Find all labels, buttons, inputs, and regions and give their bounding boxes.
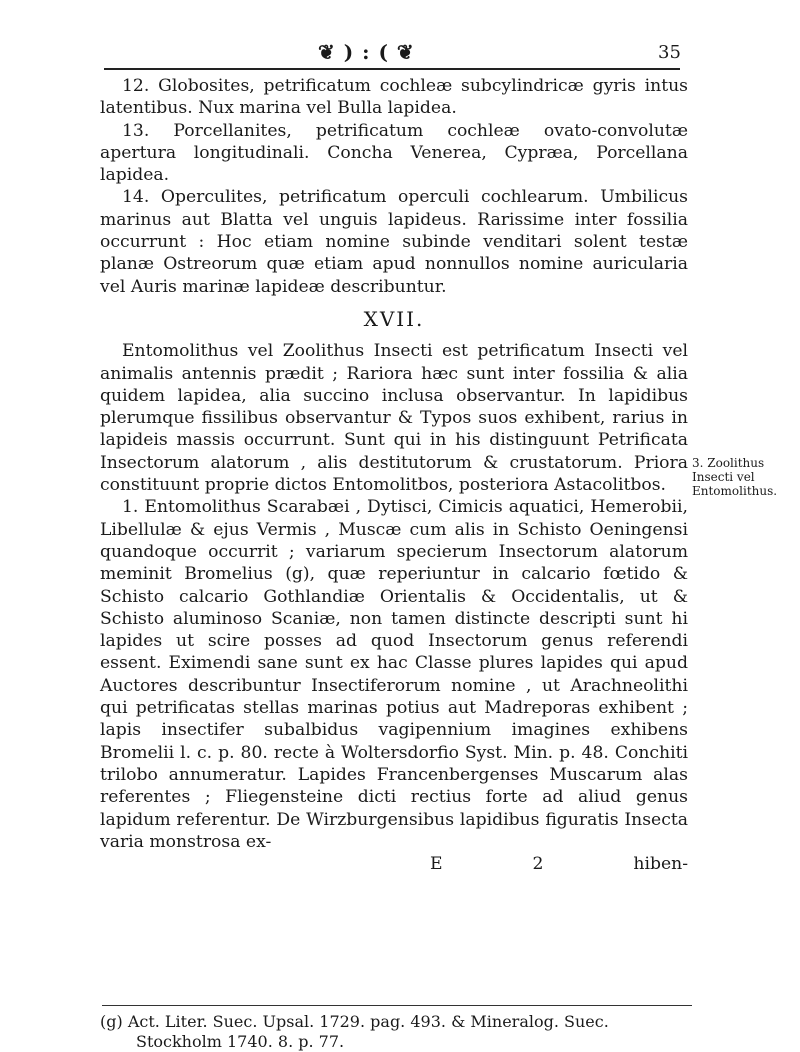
page-header <box>0 40 800 70</box>
signature-line <box>100 853 688 875</box>
header-ornament: ❦ ) : ( ❦ <box>318 40 415 64</box>
paragraph-entomolithus: Entomolithus vel Zoolithus Insecti est petrificatum Insecti vel animalis antennis prædit ; Rariora hæc sunt inter fossilia & alia quidem lapidea, alia succino inclusa observantur. In lapidibus plerumque fissilibus observantur & Typos suos exhibent, rarius in lapideis massis occurrunt. Sunt qui in his distinguunt Petrificata Insectorum alatorum , alis destitutorum & crustatorum. Priora constituunt proprie dictos Entomolitbos, posteriora Astacolitbos. <box>100 341 688 496</box>
margin-note: 3. Zoolithus Insecti vel Entomolithus. <box>692 456 778 498</box>
paragraph-globosites: 12. Globosites, petrificatum cochleæ subcylindricæ gyris intus latentibus. Nux marina vel Bulla lapidea. <box>100 76 688 119</box>
signature-mark: E 2 <box>429 854 544 875</box>
footnote-line-1: (g) Act. Liter. Suec. Upsal. 1729. pag. 493. & Mineralog. Suec. <box>100 1012 609 1031</box>
paragraph-operculites: 14. Operculites, petrificatum operculi cochlearum. Umbilicus marinus aut Blatta vel unguis lapideus. Rarissime inter fossilia occurrunt : Hoc etiam nomine subinde venditari solent testæ planæ Ostreorum quæ etiam apud nonnullos nomine auricularia vel Auris marinæ lapideæ describuntur. <box>100 187 688 297</box>
footnote-rule <box>102 1005 692 1006</box>
main-text <box>100 75 688 875</box>
page-number: 35 <box>658 42 681 63</box>
footnote <box>100 1012 690 1052</box>
paragraph-entomolithus-1: 1. Entomolithus Scarabæi , Dytisci, Cimicis aquatici, Hemerobii, Libellulæ & ejus Vermis , Muscæ cum alis in Schisto Oeningensi quandoque occurrit ; variarum specierum Insectorum alatorum meminit Bromelius (g), quæ reperiuntur in calcario fœtido & Schisto calcario Gothlandiæ Orientalis & Occidentalis, ut & Schisto aluminoso Scaniæ, non tamen distincte descripti sunt hi lapides ut scire posses ad quod Insectorum genus referendi essent. Eximendi sane sunt ex hac Classe plures lapides qui apud Auctores describuntur Insectiferorum nomine , ut Arachneolithi qui petrificatas stellas marinas potius aut Madreporas exhibent ; lapis insectifer subalbidus vagipennium imagines exhibens Bromelii l. c. p. 80. recte à Woltersdorfio Syst. Min. p. 48. Conchiti trilobo annumeratur. Lapides Francenbergenses Muscarum alas referentes ; Fliegensteine dicti rectius forte ad aliud genus lapidum referentur. De Wirzburgensibus lapidibus figuratis Insecta varia monstrosa ex- <box>100 497 688 852</box>
paragraph-porcellanites: 13. Porcellanites, petrificatum cochleæ ovato-convolutæ apertura longitudinali. Concha Venerea, Cypræa, Porcellana lapidea. <box>100 120 688 186</box>
header-rule <box>104 68 680 70</box>
footnote-line-2: Stockholm 1740. 8. p. 77. <box>136 1032 345 1051</box>
section-heading: XVII. <box>363 306 425 331</box>
catchword: hiben- <box>633 854 689 875</box>
